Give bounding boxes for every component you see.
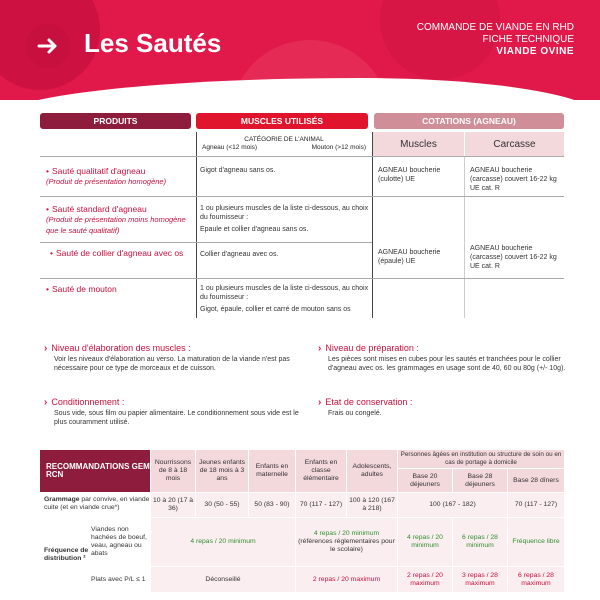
product-sub: (Produit de présentation homogène): [46, 177, 167, 186]
section-title: Etat de conservation :: [325, 397, 413, 407]
grammage-cell: 30 (50 - 55): [196, 493, 248, 517]
product-row: • Sauté de mouton: [46, 284, 117, 294]
category-label: CATÉGORIE DE L'ANIMAL: [244, 136, 324, 143]
header-line: COMMANDE DE VIANDE EN RHD: [416, 22, 574, 33]
header-line: VIANDE OVINE: [496, 46, 574, 57]
grammage-note: par convive, en viande cuite (et en viande crue*): [44, 496, 150, 511]
divider: [40, 156, 564, 157]
v1-label: Viandes non hachées de boeuf, veau, agneau ou abats: [91, 526, 147, 557]
section-text: Sous vide, sous film ou papier alimentaire. Le conditionnement sous vide est le plus couramment utilisé.: [54, 410, 299, 426]
section-text: Les pièces sont mises en cubes pour les sautés et tranchées pour le collier d'agneau avec os. les grammages en usage sont de 40, 60 ou 80g (+/- 10g).: [328, 356, 566, 372]
section-preparation: [318, 344, 568, 373]
product-row: • Sauté standard d'agneau (Produit de présentation moins homogène que le sauté qualitatif): [46, 204, 186, 235]
grammage-cell: 50 (83 - 90): [249, 493, 295, 517]
muscles-text: Epaule et collier d'agneau sans os.: [200, 226, 309, 233]
product-row: • Sauté de collier d'agneau avec os: [50, 248, 184, 258]
section-conditionnement: [44, 398, 306, 427]
v2-span: 2 repas / 20 maximum: [296, 567, 397, 592]
muscles-bar: MUSCLES UTILISÉS: [196, 113, 368, 129]
section-elaboration: [44, 344, 306, 373]
cotation-muscles: AGNEAU boucherie (culotte) UE: [378, 167, 441, 183]
muscles-cell: [200, 284, 370, 314]
section-title: Conditionnement :: [51, 397, 125, 407]
chevron-right-icon: ›: [318, 343, 322, 354]
grammage-cell: 10 à 20 (17 à 36): [151, 493, 195, 517]
muscles-cell: Gigot d'agneau sans os.: [200, 167, 276, 174]
product-name: Sauté de collier d'agneau avec os: [55, 248, 184, 258]
product-name: Sauté de mouton: [51, 284, 117, 294]
product-row: • Sauté qualitatif d'agneau (Produit de présentation homogène): [46, 166, 167, 186]
v1-cell: Fréquence libre: [508, 518, 564, 566]
divider: [40, 242, 372, 243]
v2-cell: 2 repas / 20 maximum: [398, 567, 452, 592]
chevron-right-icon: ›: [318, 397, 322, 408]
col-header: Nourrissons de 8 à 18 mois: [151, 450, 195, 492]
grammage-label: [40, 493, 150, 517]
muscles-cell: [200, 204, 370, 234]
divider: [196, 132, 197, 318]
divider: [372, 132, 373, 318]
cotation-muscles: AGNEAU boucherie (épaule) UE: [378, 249, 441, 265]
product-name: Sauté qualitatif d'agneau: [51, 166, 146, 176]
products-bar: PRODUITS: [40, 113, 191, 129]
v2-cell: 6 repas / 28 maximum: [508, 567, 564, 592]
product-sub: (Produit de présentation moins homogène que le sauté qualitatif): [46, 215, 186, 235]
page-title: Les Sautés: [84, 28, 222, 58]
col-carcasse: Carcasse: [465, 132, 564, 156]
v1-cell: 4 repas / 20 minimum: [398, 518, 452, 566]
muscles-text: 1 ou plusieurs muscles de la liste ci-dessous, au choix du fournisseur :: [200, 285, 369, 301]
divider: [40, 196, 564, 197]
product-name: Sauté standard d'agneau: [51, 204, 147, 214]
agneau-label: Agneau (<12 mois): [202, 144, 258, 151]
v1-span-note: (références réglementaires pour le scolaire): [298, 538, 395, 553]
cotation-carcasse: AGNEAU boucherie (carcasse) couvert 16-22 kg UE cat. R: [470, 167, 557, 192]
grammage-cell: 70 (117 - 127): [296, 493, 346, 517]
grammage-cell: 100 à 120 (167 à 218): [347, 493, 397, 517]
pa-header: Personnes âgées en institution ou structure de soin ou en cas de portage à domicile: [398, 450, 564, 468]
products-table: [40, 132, 564, 318]
chevron-right-icon: ›: [44, 397, 48, 408]
col-header: Base 20 déjeuners: [398, 469, 452, 492]
section-text: Frais ou congelé.: [328, 410, 382, 417]
mouton-label: Mouton (>12 mois): [311, 144, 366, 151]
grammage-title: Grammage: [44, 496, 80, 503]
muscles-text: Gigot, épaule, collier et carré de mouton sans os: [200, 306, 351, 313]
section-text: Voir les niveaux d'élaboration au verso. La maturation de la viande n'est pas nécessaire pour ce type de morceaux et de cuisson.: [54, 356, 290, 372]
reco-title: RECOMMANDATIONS GEM RCN: [40, 450, 150, 492]
arrow-right-icon: [26, 24, 70, 68]
frequency-label: Fréquence de distribution ²: [44, 547, 89, 562]
col-header: Jeunes enfants de 18 mois à 3 ans: [196, 450, 248, 492]
section-title: Niveau d'élaboration des muscles :: [51, 343, 191, 353]
col-header: Base 28 déjeuners: [453, 469, 507, 492]
header-info: [417, 22, 574, 58]
v1-span-text: 4 repas / 20 minimum: [313, 530, 380, 537]
recommendations-table: [40, 450, 564, 600]
v2-label: Plats avec P/L ≤ 1: [91, 575, 146, 583]
grammage-cell: 100 (167 - 182): [398, 493, 507, 517]
col-header: Adolescents, adultes: [347, 450, 397, 492]
section-title: Niveau de préparation :: [325, 343, 419, 353]
col-header: Enfants en maternelle: [249, 450, 295, 492]
col-muscles: Muscles: [373, 132, 464, 156]
category-header: [196, 136, 372, 152]
chevron-right-icon: ›: [44, 343, 48, 354]
header-line: FICHE TECHNIQUE: [482, 34, 574, 45]
muscles-text: 1 ou plusieurs muscles de la liste ci-dessous, au choix du fournisseur :: [200, 205, 369, 221]
v1-cell: 4 repas / 20 minimum: [151, 518, 295, 566]
v2-cell: 3 repas / 28 maximum: [453, 567, 507, 592]
v1-span: [296, 518, 397, 566]
divider: [464, 156, 465, 318]
section-conservation: [318, 398, 568, 418]
v2-cell: Déconseillé: [151, 567, 295, 592]
col-header: Enfants en classe élémentaire: [296, 450, 346, 492]
cotation-carcasse: AGNEAU boucherie (carcasse) couvert 16-22 kg UE cat. R: [470, 245, 557, 270]
divider: [40, 278, 564, 279]
muscles-cell: Collier d'agneau avec os.: [200, 251, 279, 258]
cotations-bar: COTATIONS (AGNEAU): [374, 113, 564, 129]
col-header: Base 28 dîners: [508, 469, 564, 492]
grammage-cell: 70 (117 - 127): [508, 493, 564, 517]
v1-cell: 6 repas / 28 minimum: [453, 518, 507, 566]
